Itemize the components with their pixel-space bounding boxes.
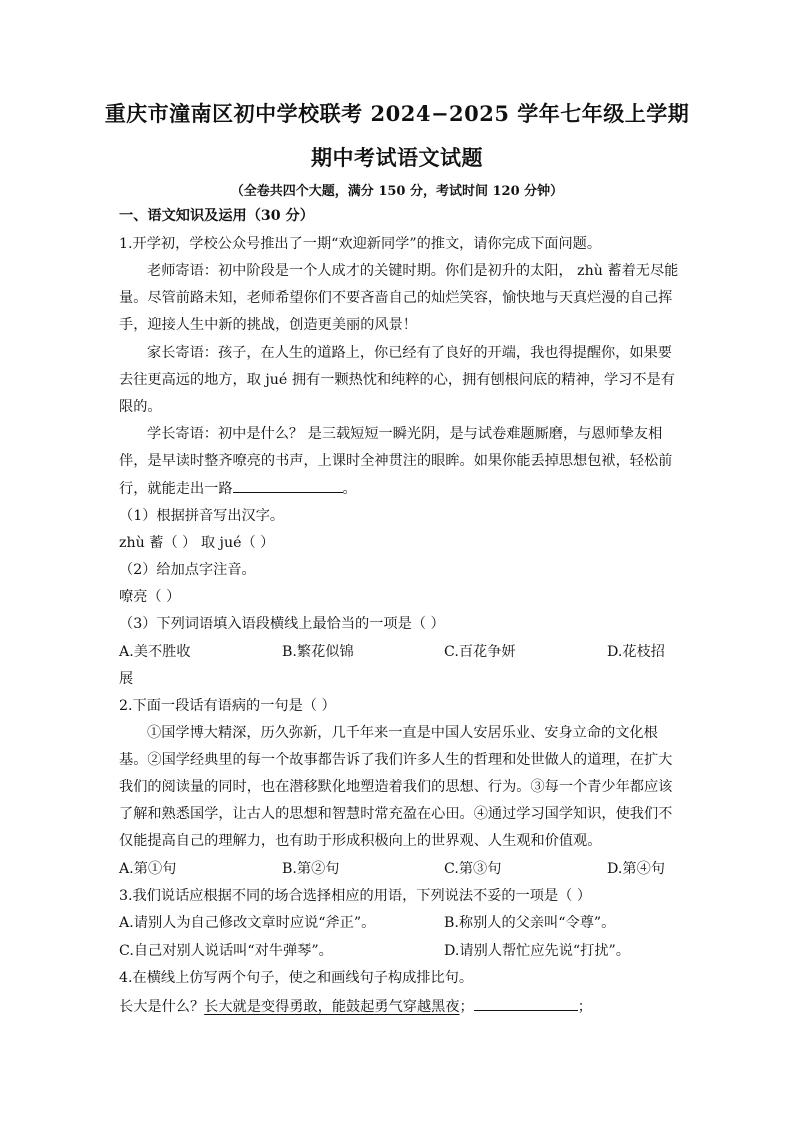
q2-option-d: D.第④句: [607, 861, 665, 877]
q1-option-d-wrap: 展: [119, 671, 134, 687]
exam-note: （全卷共四个大题，满分 150 分，考试时间 120 分钟）: [230, 184, 564, 199]
q1-option-a: A.美不胜收: [119, 644, 191, 660]
q1-parent-line: 家长寄语：孩子，在人生的道路上，你已经有了良好的开端，我也得提醒你，如果要: [147, 345, 672, 361]
q4-prefix: 长大是什么？: [119, 999, 205, 1015]
q2-option-b: B.第②句: [282, 861, 340, 877]
q3-option-c: C.自己对别人说话叫“对牛弹琴”。: [119, 943, 333, 959]
q3-stem: 3.我们说话应根据不同的场合选择相应的用语，下列说法不妥的一项是（ ）: [119, 888, 592, 904]
q1-option-d: D.花枝招: [607, 644, 665, 660]
q1-senior-end: 。: [342, 481, 357, 497]
q1-stem: 1.开学初，学校公众号推出了一期“欢迎新同学”的推文，请你完成下面问题。: [119, 236, 602, 252]
q1-sub2: （2）给加点字注音。: [119, 562, 256, 578]
q1-parent-line: 限的。: [119, 399, 162, 415]
q1-sub2-items: 嘹亮（ ）: [119, 589, 181, 605]
q1-parent-line: 去往更高远的地方，取 jué 拥有一颗热忱和纯粹的心，拥有刨根问底的精神，学习不是有: [119, 372, 675, 388]
q1-teacher-line: 手，迎接人生中新的挑战，创造更美丽的风景！: [119, 317, 417, 333]
q4-end: ；: [577, 999, 592, 1015]
q2-stem: 2.下面一段话有语病的一句是（ ）: [119, 698, 336, 714]
q1-senior-text: 行，就能走出一路: [119, 481, 233, 497]
q3-option-b: B.称别人的父亲叫“令尊”。: [444, 915, 616, 931]
q1-option-c: C.百花争妍: [444, 644, 516, 660]
fill-blank[interactable]: [474, 996, 578, 1011]
q1-senior-line: 伴，是早读时整齐嘹亮的书声，上课时全神贯注的眼眸。如果你能丢掉思想包袱，轻松前: [119, 453, 673, 469]
q3-option-d: D.请别人帮忙应先说“打扰”。: [444, 943, 630, 959]
exam-title-line1: 重庆市潼南区初中学校联考 2024−2025 学年七年级上学期: [104, 101, 690, 126]
q4-separator: ；: [459, 999, 474, 1015]
q1-sub1: （1）根据拼音写出汉字。: [119, 508, 285, 524]
q4-underlined-sentence: 长大就是变得勇敢，能鼓起勇气穿越黑夜: [204, 999, 460, 1015]
exam-title-line2: 期中考试语文试题: [311, 145, 483, 170]
section-heading: 一、语文知识及运用（30 分）: [119, 208, 314, 224]
q2-body-line: ①国学博大精深，历久弥新，几千年来一直是中国人安居乐业、安身立命的文化根: [147, 725, 658, 741]
q4-stem: 4.在横线上仿写两个句子，使之和画线句子构成排比句。: [119, 970, 474, 986]
q1-senior-line-last: [119, 478, 679, 499]
q1-teacher-line: 老师寄语：初中阶段是一个人成才的关键时期。你们是初升的太阳， zhù 蓄着无尽能: [147, 263, 679, 279]
q2-body-line: 我们的阅读量的同时，也在潜移默化地塑造着我们的思想、行为。③每一个青少年都应该: [119, 779, 673, 795]
q1-senior-line: 学长寄语：初中是什么？ 是三载短短一瞬光阴，是与试卷难题厮磨，与恩师挚友相: [147, 426, 663, 442]
q2-option-c: C.第③句: [444, 861, 502, 877]
q3-option-a: A.请别人为自己修改文章时应说“斧正”。: [119, 915, 376, 931]
q4-sentence: [119, 996, 679, 1017]
q2-option-a: A.第①句: [119, 861, 177, 877]
fill-blank[interactable]: [233, 478, 343, 493]
q1-sub1-items: zhù 蓄（ ） 取 jué（ ）: [119, 535, 275, 551]
q2-body-line: 仅能提高自己的理解力，也有助于形成积极向上的世界观、人生观和价值观。: [119, 833, 602, 849]
q1-sub3: （3）下列词语填入语段横线上最恰当的一项是（ ）: [119, 616, 445, 632]
q1-teacher-line: 量。尽管前路未知，老师希望你们不要吝啬自己的灿烂笑容，愉快地与天真烂漫的自己挥: [119, 290, 673, 306]
q1-option-b: B.繁花似锦: [282, 644, 354, 660]
q2-body-line: 基。②国学经典里的每一个故事都告诉了我们许多人生的哲理和处世做人的道理，在扩大: [119, 752, 673, 768]
q2-body-line: 了解和熟悉国学，让古人的思想和智慧时常充盈在心田。④通过学习国学知识，使我们不: [119, 806, 673, 822]
